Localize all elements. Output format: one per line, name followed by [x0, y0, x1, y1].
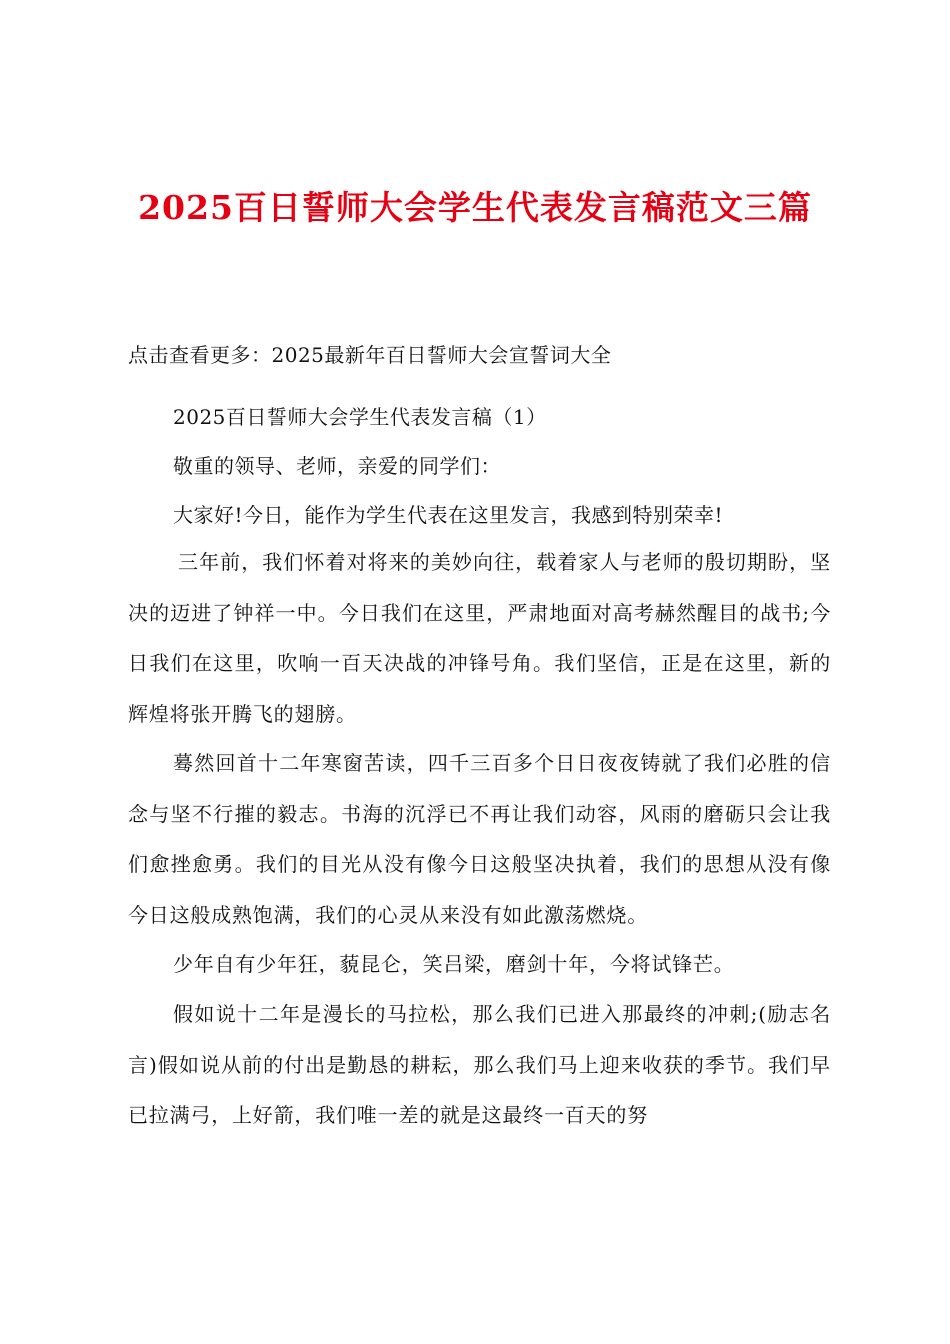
paragraph-2: 蓦然回首十二年寒窗苦读，四千三百多个日日夜夜铸就了我们必胜的信念与坚不行摧的毅志。书海的沉浮已不再让我们动容，风雨的磨砺只会让我们愈挫愈勇。我们的目光从没有像今日这般坚决执着，我们的思想从没有像今日这般成熟饱满，我们的心灵从来没有如此激荡燃烧。 [128, 751, 831, 927]
opening-line: 大家好!今日，能作为学生代表在这里发言，我感到特别荣幸! [173, 503, 724, 527]
paragraph-3: 少年自有少年狂，藐昆仑，笑吕梁，磨剑十年，今将试锋芒。 [173, 952, 735, 976]
greeting-line: 敬重的领导、老师，亲爱的同学们： [173, 454, 501, 478]
document-title: 2025百日誓师大会学生代表发言稿范文三篇 [138, 188, 812, 227]
paragraph-1: 三年前，我们怀着对将来的美妙向往，载着家人与老师的殷切期盼，坚决的迈进了钟祥一中。今日我们在这里，严肃地面对高考赫然醒目的战书;今日我们在这里，吹响一百天决战的冲锋号角。我们坚信，正是在这里，新的辉煌将张开腾飞的翅膀。 [128, 550, 831, 726]
paragraph-4: 假如说十二年是漫长的马拉松，那么我们已进入那最终的冲刺;(励志名言)假如说从前的付出是勤恳的耕耘，那么我们马上迎来收获的季节。我们早已拉满弓，上好箭，我们唯一差的就是这最终一百天的努 [128, 1002, 831, 1127]
more-link[interactable]: 点击查看更多：2025最新年百日誓师大会宣誓词大全 [128, 343, 612, 367]
section-subtitle: 2025百日誓师大会学生代表发言稿（1） [173, 405, 547, 429]
